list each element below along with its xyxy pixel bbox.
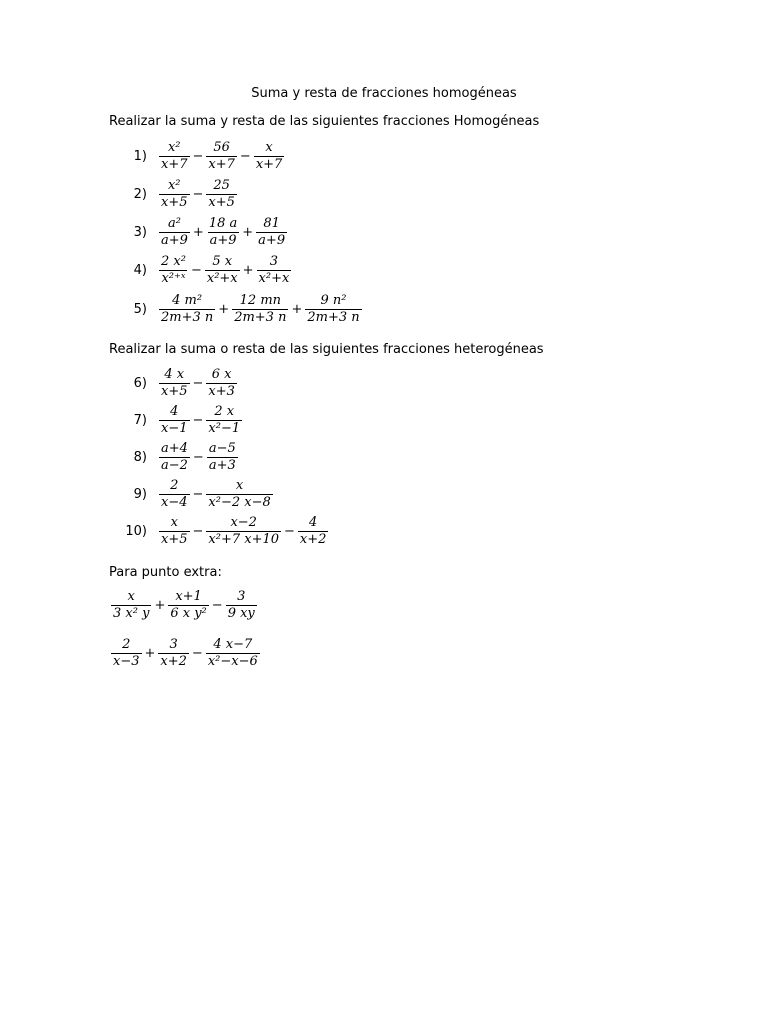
numerator: a² [167, 216, 181, 231]
numerator: x² [167, 140, 181, 155]
denominator: x+5 [161, 195, 188, 210]
denominator: 2m+3 n [161, 310, 214, 325]
fraction [159, 179, 190, 210]
fraction [111, 590, 151, 621]
fraction [159, 516, 190, 547]
operator: − [211, 598, 223, 613]
denominator: x+5 [161, 384, 188, 399]
problem-item [109, 442, 240, 473]
denominator: x²+x [206, 271, 238, 286]
math-expression [157, 217, 289, 248]
fraction [206, 479, 272, 510]
denominator: x−3 [113, 654, 140, 669]
math-expression [157, 255, 293, 286]
problem-number: 6) [133, 376, 147, 391]
problem-number: 3) [133, 225, 147, 240]
fraction [256, 217, 287, 248]
problem-item [109, 516, 330, 547]
problem-number: 8) [133, 450, 147, 465]
problem-item [109, 179, 239, 210]
numerator: x [265, 140, 273, 155]
problem-item [109, 405, 244, 436]
section-heading-heterogeneous: Realizar la suma o resta de las siguientes fracciones heterogéneas [109, 342, 544, 357]
operator: − [192, 450, 204, 465]
operator: − [192, 524, 204, 539]
numerator: 18 a [208, 216, 238, 231]
problem-number: 2) [133, 187, 147, 202]
fraction [159, 442, 190, 473]
numerator: x [235, 478, 244, 493]
problem-item [109, 294, 364, 325]
operator: − [190, 263, 202, 278]
numerator: 9 n² [320, 293, 347, 308]
denominator: 2m+3 n [307, 310, 360, 325]
operator: + [144, 646, 156, 661]
numerator: x [127, 589, 135, 604]
denominator: x+5 [161, 532, 188, 547]
numerator: 3 [237, 589, 246, 604]
operator: + [242, 225, 254, 240]
problem-number: 5) [133, 302, 147, 317]
numerator: 3 [269, 254, 279, 269]
problem-item [109, 479, 275, 510]
fraction [159, 479, 190, 510]
operator: − [191, 646, 203, 661]
operator: − [284, 524, 295, 539]
numerator: 12 mn [239, 293, 282, 308]
problem-item [109, 368, 239, 399]
denominator: x+2 [299, 532, 327, 547]
math-expression [157, 479, 275, 510]
numerator: 5 x [212, 254, 233, 269]
math-expression [157, 179, 239, 210]
fraction [159, 141, 190, 172]
fraction [158, 638, 189, 669]
fraction [159, 294, 215, 325]
operator: − [239, 149, 251, 164]
problem-item [109, 141, 286, 172]
fraction [168, 590, 208, 621]
fraction [254, 141, 285, 172]
fraction [206, 141, 237, 172]
problem-number: 7) [133, 413, 147, 428]
denominator: x²+x [258, 271, 290, 286]
fraction [206, 368, 237, 399]
math-expression [109, 590, 259, 621]
denominator: x−1 [161, 421, 188, 436]
numerator: 2 [170, 478, 179, 493]
extra-problem-item [109, 590, 259, 621]
denominator: x+7 [255, 157, 283, 172]
fraction [111, 638, 142, 669]
problem-number: 9) [133, 487, 147, 502]
operator: − [192, 376, 204, 391]
fraction [206, 405, 242, 436]
operator: + [218, 302, 230, 317]
denominator: x+5 [208, 195, 235, 210]
denominator: x²⁺ˣ [161, 271, 186, 286]
fraction [159, 405, 190, 436]
denominator: 9 xy [227, 606, 255, 621]
operator: + [192, 225, 204, 240]
problem-number: 1) [133, 149, 147, 164]
numerator: 4 [170, 404, 179, 419]
math-expression [157, 368, 239, 399]
denominator: a+9 [209, 233, 237, 248]
fraction [206, 516, 281, 547]
problem-number: 4) [133, 263, 147, 278]
operator: − [192, 187, 204, 202]
fraction [205, 255, 240, 286]
math-expression [157, 141, 286, 172]
numerator: 4 x [164, 367, 185, 382]
numerator: 2 x [214, 404, 235, 419]
math-expression [157, 516, 330, 547]
denominator: 6 x y² [170, 606, 207, 621]
fraction [207, 442, 238, 473]
fraction [298, 516, 329, 547]
denominator: x²+7 x+10 [208, 532, 280, 547]
numerator: 2 x² [161, 254, 186, 269]
denominator: 3 x² y [113, 606, 150, 621]
numerator: 25 [213, 178, 230, 193]
operator: − [192, 149, 204, 164]
numerator: a+4 [161, 441, 188, 456]
fraction [232, 294, 288, 325]
denominator: a−2 [161, 458, 188, 473]
operator: − [192, 413, 204, 428]
numerator: x² [167, 178, 181, 193]
numerator: 4 m² [172, 293, 203, 308]
numerator: 81 [263, 216, 280, 231]
numerator: 56 [213, 140, 230, 155]
numerator: 4 x−7 [213, 637, 253, 652]
denominator: 2m+3 n [234, 310, 287, 325]
denominator: a+3 [208, 458, 236, 473]
page-title: Suma y resta de fracciones homogéneas [251, 86, 517, 101]
fraction [305, 294, 361, 325]
problem-item [109, 217, 289, 248]
operator: + [242, 263, 254, 278]
numerator: x+1 [175, 589, 202, 604]
denominator: x+2 [160, 654, 187, 669]
denominator: x+7 [161, 157, 188, 172]
math-expression [157, 442, 240, 473]
extra-problem-item [109, 638, 262, 669]
math-expression [157, 294, 364, 325]
fraction [159, 255, 188, 286]
fraction [207, 217, 239, 248]
numerator: 6 x [211, 367, 232, 382]
section-heading-extra: Para punto extra: [109, 565, 222, 580]
denominator: a+9 [258, 233, 286, 248]
operator: − [192, 487, 204, 502]
fraction [257, 255, 292, 286]
numerator: 3 [169, 637, 178, 652]
section-heading-homogeneous: Realizar la suma y resta de las siguientes fracciones Homogéneas [109, 114, 540, 129]
denominator: x+3 [208, 384, 235, 399]
denominator: x−4 [161, 495, 188, 510]
math-expression [109, 638, 262, 669]
denominator: a+9 [161, 233, 188, 248]
problem-item [109, 255, 293, 286]
numerator: x−2 [230, 515, 257, 530]
numerator: x [170, 515, 178, 530]
denominator: x+7 [208, 157, 235, 172]
numerator: a−5 [208, 441, 236, 456]
numerator: 4 [309, 515, 318, 530]
denominator: x²−x−6 [207, 654, 258, 669]
math-expression [157, 405, 244, 436]
problem-number: 10) [125, 524, 147, 539]
operator: + [154, 598, 166, 613]
operator: + [291, 302, 303, 317]
fraction [159, 368, 190, 399]
fraction [206, 179, 237, 210]
denominator: x²−2 x−8 [208, 495, 271, 510]
numerator: 2 [122, 637, 131, 652]
denominator: x²−1 [208, 421, 241, 436]
fraction [226, 590, 257, 621]
fraction [206, 638, 260, 669]
fraction [159, 217, 190, 248]
